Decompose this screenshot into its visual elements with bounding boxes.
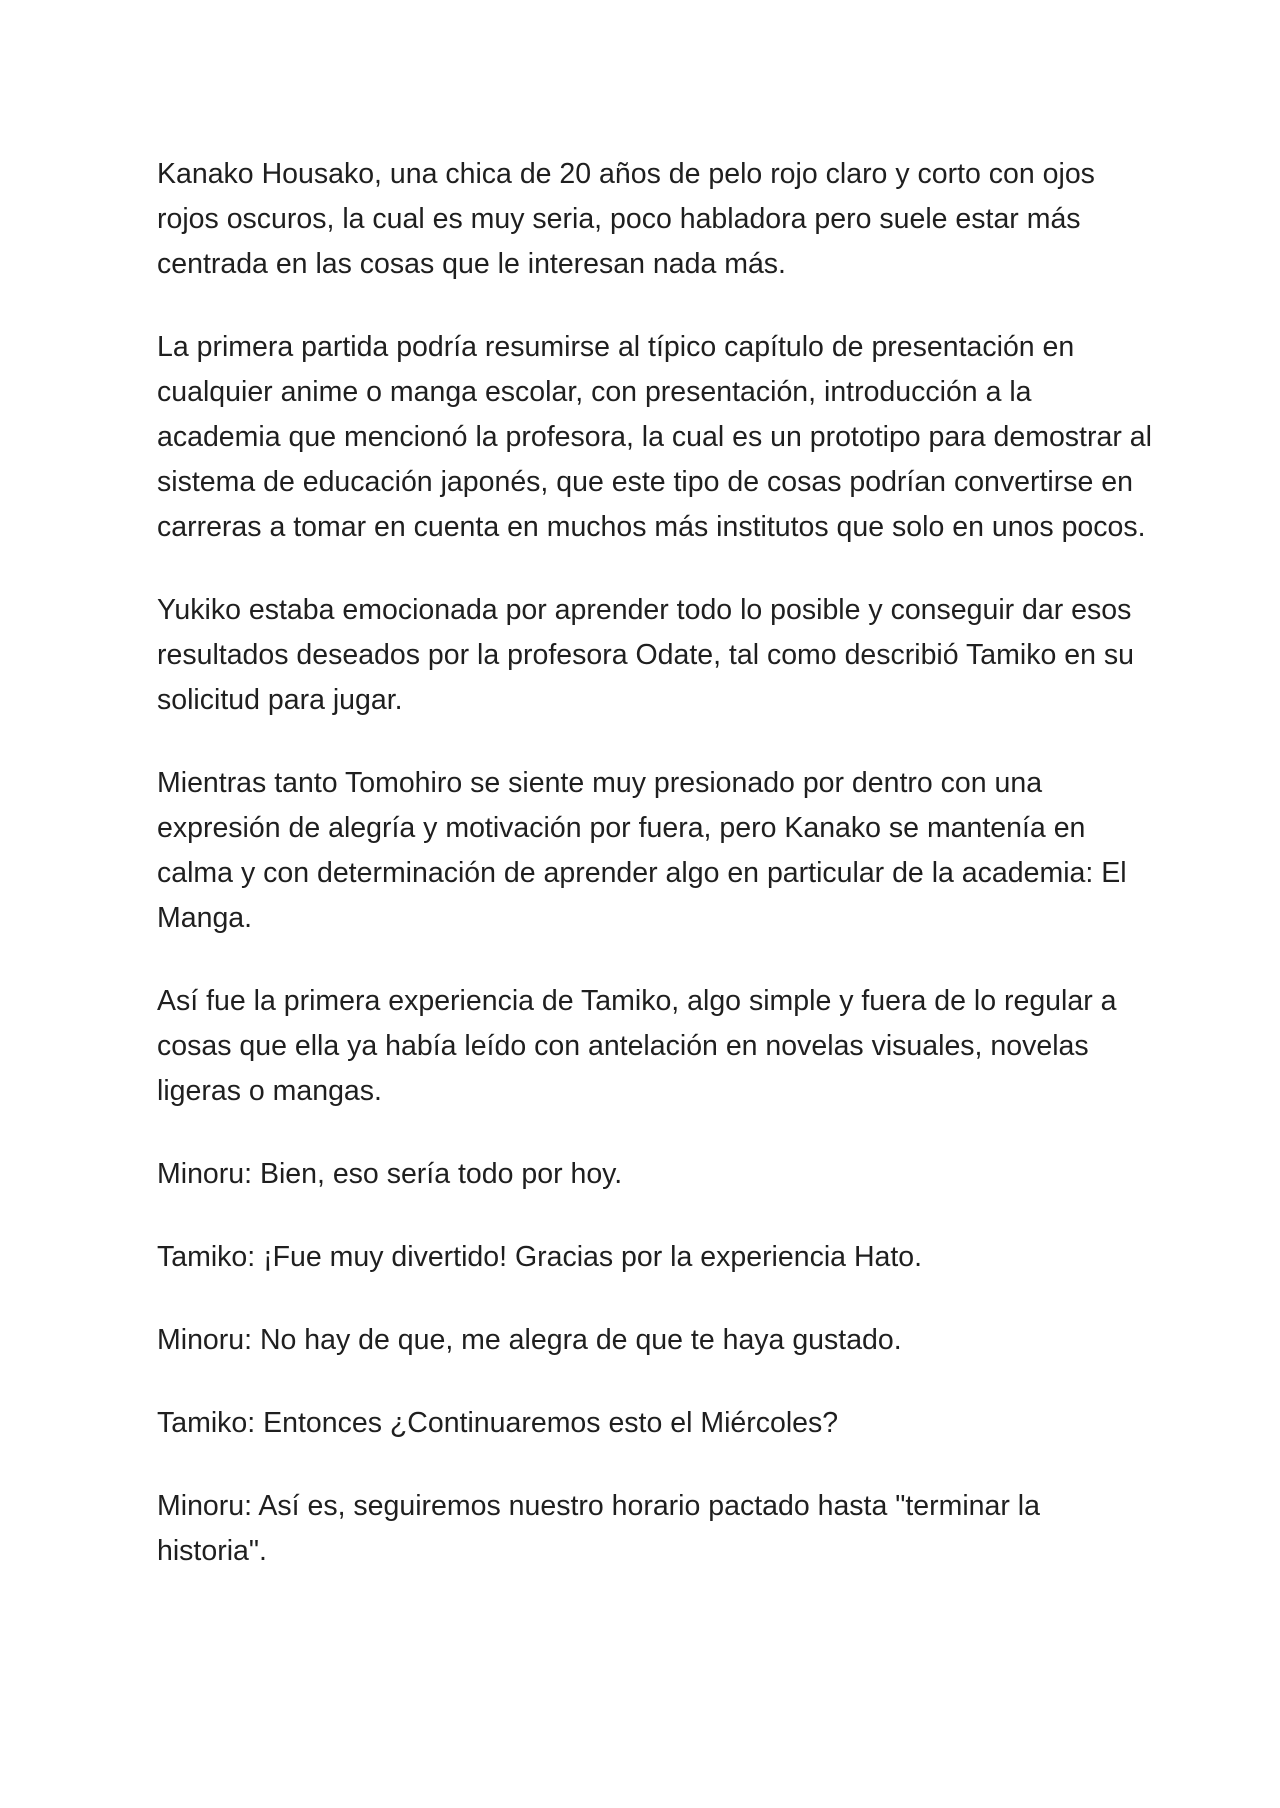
dialogue-line: Minoru: Así es, seguiremos nuestro horario pactado hasta "terminar la historia". xyxy=(157,1490,1040,1567)
paragraph-tamiko-experience: Así fue la primera experiencia de Tamiko, algo simple y fuera de lo regular a cosas que ella ya había leído con antelación en novelas visuales, novelas ligeras o mangas. xyxy=(157,985,1117,1107)
document-body xyxy=(157,152,1157,1612)
dialogue-line: Tamiko: ¡Fue muy divertido! Gracias por la experiencia Hato. xyxy=(157,1241,923,1273)
paragraph-yukiko: Yukiko estaba emocionada por aprender todo lo posible y conseguir dar esos resultados deseados por la profesora Odate, tal como describió Tamiko en su solicitud para jugar. xyxy=(157,594,1134,716)
paragraph-first-game: La primera partida podría resumirse al típico capítulo de presentación en cualquier anime o manga escolar, con presentación, introducción a la academia que mencionó la profesora, la cual es un prototipo para demostrar al sistema de educación japonés, que este tipo de cosas podrían convertirse en carreras a tomar en cuenta en muchos más institutos que solo en unos pocos. xyxy=(157,331,1152,543)
dialogue-line: Minoru: Bien, eso sería todo por hoy. xyxy=(157,1158,623,1190)
paragraph-kanako-intro: Kanako Housako, una chica de 20 años de pelo rojo claro y corto con ojos rojos oscuros, la cual es muy seria, poco habladora pero suele estar más centrada en las cosas que le interesan nada más. xyxy=(157,158,1095,280)
dialogue-line: Tamiko: Entonces ¿Continuaremos esto el Miércoles? xyxy=(157,1407,839,1439)
paragraph-tomohiro: Mientras tanto Tomohiro se siente muy presionado por dentro con una expresión de alegría y motivación por fuera, pero Kanako se mantenía en calma y con determinación de aprender algo en particular de la academia: El Manga. xyxy=(157,767,1127,934)
dialogue-line: Minoru: No hay de que, me alegra de que te haya gustado. xyxy=(157,1324,902,1356)
